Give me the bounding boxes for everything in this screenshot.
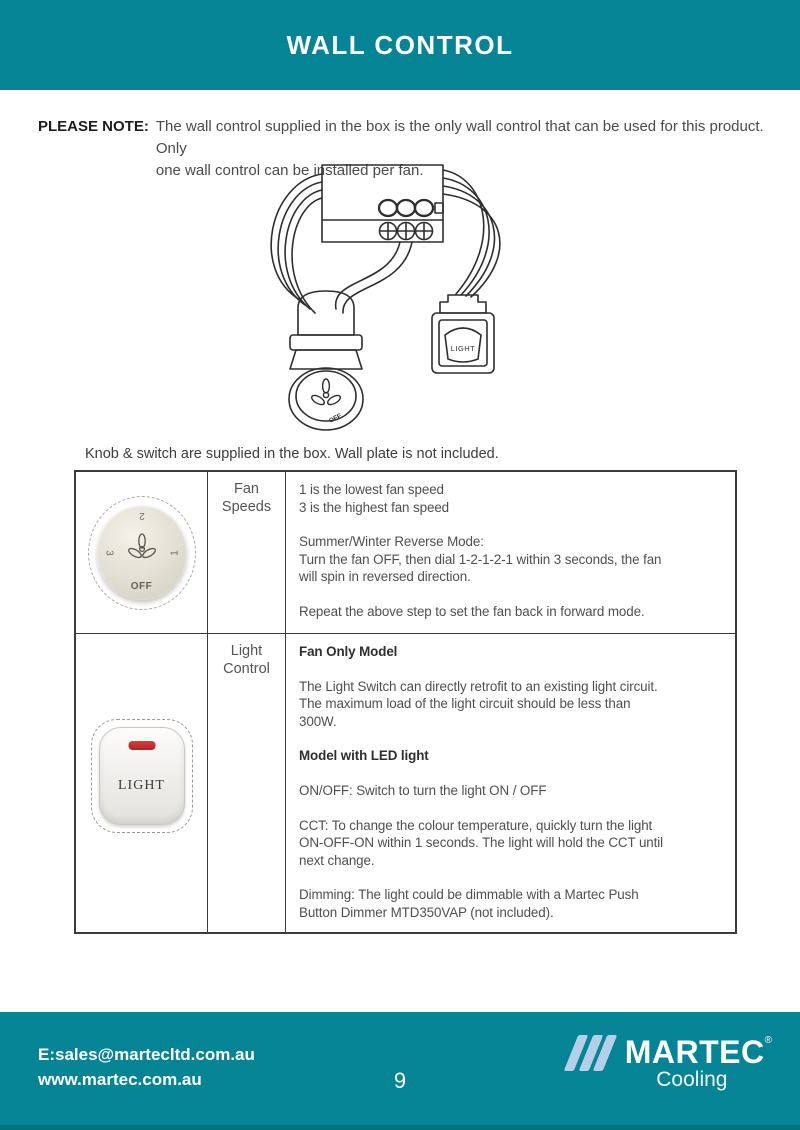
registered-trademark-icon: ® bbox=[764, 1035, 772, 1046]
row-label-fan-speeds: Fan Speeds bbox=[207, 472, 286, 633]
contact-website: www.martec.com.au bbox=[38, 1070, 202, 1089]
control-table bbox=[74, 470, 737, 934]
text-block: The Light Switch can directly retrofit to an existing light circuit. The maximum load of the light circuit should be less than 300W. bbox=[299, 678, 658, 729]
light-button-label: LIGHT bbox=[118, 777, 165, 793]
diagram-light-switch bbox=[432, 295, 494, 373]
note-line-1: The wall control supplied in the box is the only wall control that can be used for this product. Only bbox=[155, 118, 764, 157]
fan-knob-cell bbox=[76, 472, 207, 633]
text-block: Dimming: The light could be dimmable with a Martec Push Button Dimmer MTD350VAP (not included). bbox=[299, 887, 639, 920]
footer-bottom-strip bbox=[0, 1125, 800, 1130]
table-row bbox=[76, 472, 735, 633]
page-header bbox=[0, 0, 800, 90]
table-row bbox=[76, 633, 735, 932]
screw-terminals bbox=[380, 223, 433, 240]
light-button-photo bbox=[91, 719, 193, 833]
diagram-knob-off-label: OFF bbox=[327, 412, 343, 425]
diagram-switch-light-label: LIGHT bbox=[450, 344, 476, 353]
text-block: Summer/Winter Reverse Mode: Turn the fan OFF, then dial 1-2-1-2-1 within 3 seconds, the fan will spin in reversed direction. bbox=[299, 534, 662, 585]
wall-control-diagram bbox=[250, 158, 550, 450]
text-block: CCT: To change the colour temperature, quickly turn the light ON-OFF-ON within 1 seconds. The light will hold the CCT until next change. bbox=[299, 817, 664, 868]
logo-tagline: Cooling bbox=[656, 1068, 728, 1091]
diagram-fan-knob bbox=[289, 291, 363, 430]
knob-off-label: OFF bbox=[130, 581, 153, 592]
fan-blades-icon bbox=[125, 532, 159, 566]
page-title: WALL CONTROL bbox=[286, 29, 514, 60]
knob-number-3: 3 bbox=[102, 549, 114, 556]
knob-number-1: 1 bbox=[169, 549, 181, 556]
contact-email: E:sales@martecltd.com.au bbox=[38, 1045, 255, 1064]
logo-stripes-icon bbox=[571, 1035, 615, 1071]
text-block-heading: Fan Only Model bbox=[299, 644, 398, 659]
text-block: 1 is the lowest fan speed 3 is the highest fan speed bbox=[299, 482, 450, 515]
row-label-light-control: Light Control bbox=[207, 634, 286, 932]
note-label: PLEASE NOTE: bbox=[38, 118, 149, 135]
text-block: ON/OFF: Switch to turn the light ON / OFF bbox=[299, 782, 547, 798]
page-footer bbox=[0, 1012, 800, 1130]
knob-number-2: 2 bbox=[138, 510, 145, 521]
contact-info bbox=[38, 1042, 255, 1092]
page-number: 9 bbox=[393, 1068, 407, 1093]
text-block-heading: Model with LED light bbox=[299, 748, 429, 764]
light-button-cell bbox=[76, 634, 207, 932]
light-button-face bbox=[99, 727, 185, 825]
light-indicator-led bbox=[128, 741, 155, 750]
note-line-2: one wall control can be installed per fan. bbox=[155, 162, 424, 179]
text-block: Repeat the above step to set the fan back in forward mode. bbox=[299, 603, 645, 619]
martec-logo bbox=[571, 1034, 772, 1092]
fan-speeds-description bbox=[286, 472, 735, 633]
light-control-description bbox=[286, 634, 735, 932]
table-caption: Knob & switch are supplied in the box. Wall plate is not included. bbox=[85, 446, 499, 462]
fan-knob-photo bbox=[88, 496, 196, 610]
logo-brand-text: MARTEC bbox=[624, 1034, 765, 1070]
fan-knob-face bbox=[97, 505, 187, 600]
